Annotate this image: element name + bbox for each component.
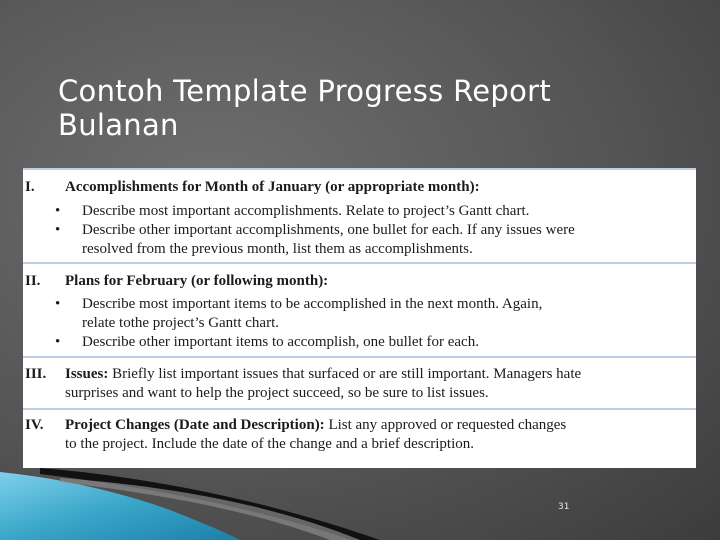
section-text: Briefly list important issues that surfaced or are still important. Managers hate [108,366,582,382]
section-number: IV. [25,417,44,433]
bullet-text: relate tothe project’s Gantt chart. [82,315,279,331]
section-number: I. [25,179,35,195]
section-text: surprises and want to help the project succeed, so be sure to list issues. [65,385,489,401]
slide-title-line-2: Bulanan [58,108,179,142]
section-label: Project Changes (Date and Description): [65,417,325,433]
section-heading: Accomplishments for Month of January (or appropriate month): [65,179,480,195]
section-number: III. [25,366,47,382]
bullet-text: Describe other important items to accomplish, one bullet for each. [82,334,479,350]
bullet-text: Describe most important accomplishments. Relate to project’s Gantt chart. [82,203,530,219]
section-label: Issues: [65,366,109,382]
section-text: to the project. Include the date of the change and a brief description. [65,436,474,452]
bullet-text: Describe most important items to be accomplished in the next month. Again, [82,296,543,312]
bullet-glyph: • [55,334,61,350]
bullet-glyph: • [55,203,61,219]
section-heading: Plans for February (or following month): [65,273,329,289]
bullet-glyph: • [55,296,61,312]
section-text: List any approved or requested changes [324,417,567,433]
page-number: 31 [558,502,570,512]
bullet-text: resolved from the previous month, list them as accomplishments. [82,241,473,257]
bullet-text: Describe other important accomplishments, one bullet for each. If any issues were [82,222,575,238]
bullet-glyph: • [55,222,61,238]
slide-title-line-1: Contoh Template Progress Report [58,74,552,108]
section-number: II. [25,273,41,289]
